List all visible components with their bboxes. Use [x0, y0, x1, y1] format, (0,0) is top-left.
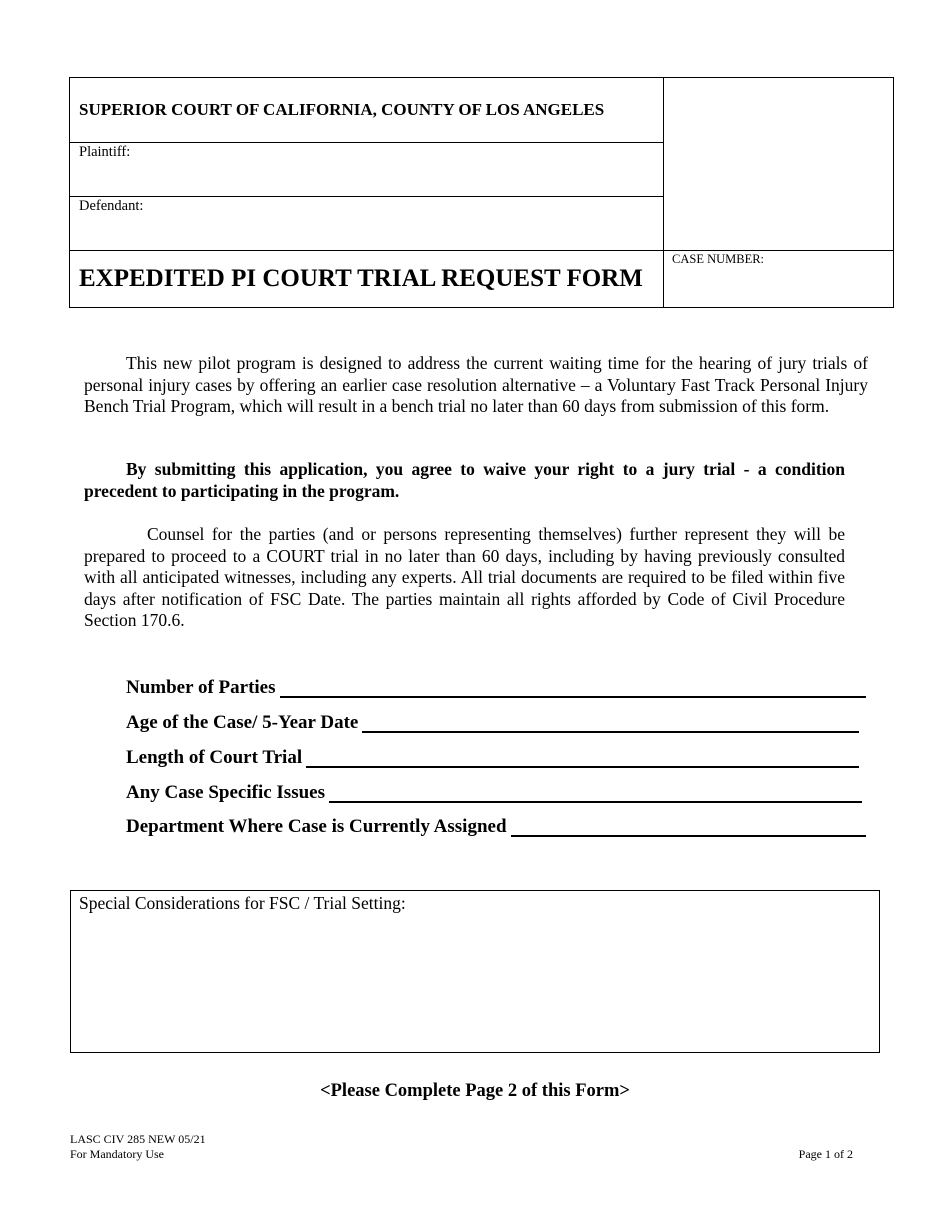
complete-page-2-note: <Please Complete Page 2 of this Form> [320, 1081, 630, 1101]
field-case-specific-issues [126, 779, 862, 803]
footer-form-info [70, 1132, 206, 1162]
case-number-label: CASE NUMBER: [672, 252, 765, 266]
defendant-label: Defendant: [79, 198, 144, 214]
fill-line[interactable] [362, 713, 859, 733]
fill-line[interactable] [280, 678, 866, 698]
counsel-paragraph: Counsel for the parties (and or persons representing themselves) further represent they will be prepared to proceed to a COURT trial in no later than 60 days, including by having previously consulted with all anticipated witnesses, including any experts. All trial documents are required to be filed within five days after notification of FSC Date. The parties maintain all rights afforded by Code of Civil Procedure Section 170.6. [84, 524, 845, 631]
field-length-of-trial [126, 744, 859, 768]
waiver-paragraph: By submitting this application, you agree to waive your right to a jury trial - a condition precedent to participating in the program. [84, 459, 845, 501]
form-title: EXPEDITED PI COURT TRIAL REQUEST FORM [79, 265, 643, 292]
caption-divider [70, 196, 664, 197]
field-label: Department Where Case is Currently Assigned [126, 816, 507, 837]
caption-divider-vertical [663, 78, 664, 307]
intro-paragraph: This new pilot program is designed to address the current waiting time for the hearing of jury trials of personal injury cases by offering an earlier case resolution alternative – a Voluntary Fast Track Personal Injury Bench Trial Program, which will result in a bench trial no later than 60 days from submission of this form. [84, 353, 868, 417]
form-code: LASC CIV 285 NEW 05/21 [70, 1132, 206, 1146]
caption-divider [70, 142, 664, 143]
field-label: Age of the Case/ 5-Year Date [126, 712, 359, 733]
fill-line[interactable] [329, 783, 862, 803]
fill-line[interactable] [306, 748, 859, 768]
field-age-of-case [126, 709, 859, 733]
field-department-assigned [126, 813, 866, 837]
court-name: SUPERIOR COURT OF CALIFORNIA, COUNTY OF LOS ANGELES [79, 100, 605, 119]
special-considerations-label: Special Considerations for FSC / Trial Setting: [79, 893, 406, 913]
form-usage: For Mandatory Use [70, 1147, 164, 1161]
field-label: Number of Parties [126, 677, 276, 698]
plaintiff-label: Plaintiff: [79, 144, 131, 160]
special-considerations-box[interactable] [70, 890, 880, 1053]
page-number: Page 1 of 2 [798, 1147, 853, 1161]
caption-table [69, 77, 894, 308]
caption-divider [70, 250, 893, 251]
field-label: Any Case Specific Issues [126, 782, 325, 803]
fill-line[interactable] [511, 817, 866, 837]
field-label: Length of Court Trial [126, 747, 303, 768]
field-number-of-parties [126, 674, 866, 698]
